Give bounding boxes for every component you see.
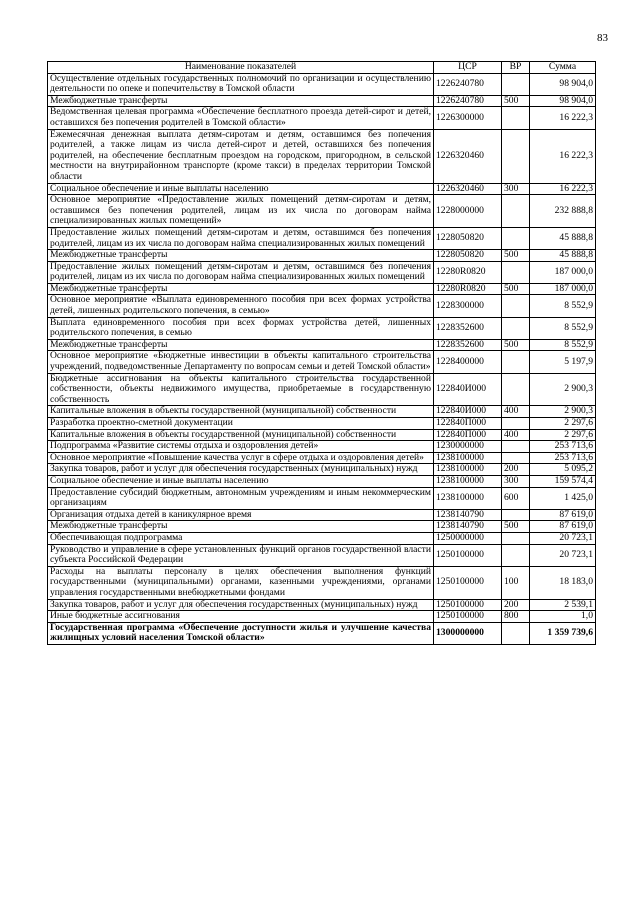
row-vr: 600 <box>502 487 530 509</box>
row-sum: 2 539,1 <box>530 599 596 611</box>
row-code: 1238140790 <box>434 509 502 521</box>
row-name: Предоставление жилых помещений детям-сиротам и детям, оставшимся без попечения родителей, лицам из их числа по договорам найма специализированных жилых помещений <box>48 261 434 283</box>
row-sum: 18 183,0 <box>530 566 596 599</box>
row-sum: 98 904,0 <box>530 73 596 95</box>
table-row <box>48 429 596 441</box>
table-row <box>48 452 596 464</box>
table-row <box>48 373 596 406</box>
row-vr <box>502 295 530 317</box>
row-sum: 8 552,9 <box>530 317 596 339</box>
row-vr <box>502 227 530 249</box>
row-sum: 20 723,1 <box>530 544 596 566</box>
table-row <box>48 509 596 521</box>
row-name: Предоставление субсидий бюджетным, автономным учреждениям и иным некоммерческим организациям <box>48 487 434 509</box>
row-name: Обеспечивающая подпрограмма <box>48 532 434 544</box>
row-code: 1238100000 <box>434 464 502 476</box>
row-vr <box>502 544 530 566</box>
table-row <box>48 95 596 107</box>
table-row <box>48 566 596 599</box>
row-sum: 45 888,8 <box>530 250 596 262</box>
row-code: 1226300000 <box>434 107 502 129</box>
row-code: 1226240780 <box>434 95 502 107</box>
row-vr <box>502 351 530 373</box>
row-code: 122840П000 <box>434 429 502 441</box>
row-code: 1300000000 <box>434 622 502 644</box>
row-code: 1238140790 <box>434 521 502 533</box>
row-code: 1228050820 <box>434 250 502 262</box>
table-row <box>48 283 596 295</box>
row-sum: 16 222,3 <box>530 129 596 183</box>
row-vr: 500 <box>502 95 530 107</box>
row-code: 1228400000 <box>434 351 502 373</box>
row-sum: 2 297,6 <box>530 429 596 441</box>
row-sum: 187 000,0 <box>530 261 596 283</box>
row-sum: 2 297,6 <box>530 418 596 430</box>
table-row <box>48 73 596 95</box>
row-sum: 8 552,9 <box>530 339 596 351</box>
row-vr: 100 <box>502 566 530 599</box>
row-name: Разработка проектно-сметной документации <box>48 418 434 430</box>
row-sum: 98 904,0 <box>530 95 596 107</box>
table-row <box>48 521 596 533</box>
row-vr <box>502 373 530 406</box>
table-row <box>48 351 596 373</box>
row-name: Иные бюджетные ассигнования <box>48 611 434 623</box>
row-name: Капитальные вложения в объекты государственной (муниципальной) собственности <box>48 429 434 441</box>
row-sum: 8 552,9 <box>530 295 596 317</box>
row-vr <box>502 195 530 228</box>
row-sum: 45 888,8 <box>530 227 596 249</box>
row-name: Предоставление жилых помещений детям-сиротам и детям, оставшимся без попечения родителей, лицам из их числа по договорам найма специализированных жилых помещений <box>48 227 434 249</box>
table-row <box>48 599 596 611</box>
table-row <box>48 544 596 566</box>
column-header-sum: Сумма <box>530 62 596 74</box>
row-code: 1250100000 <box>434 544 502 566</box>
column-header-vr: ВР <box>502 62 530 74</box>
row-vr: 300 <box>502 183 530 195</box>
row-name: Осуществление отдельных государственных полномочий по организации и осуществлению деятельности по опеке и попечительству в Томской области <box>48 73 434 95</box>
row-vr: 500 <box>502 250 530 262</box>
row-name: Государственная программа «Обеспечение доступности жилья и улучшение качества жилищных условий населения Томской области» <box>48 622 434 644</box>
row-name: Социальное обеспечение и иные выплаты населению <box>48 183 434 195</box>
row-name: Межбюджетные трансферты <box>48 283 434 295</box>
table-header-row <box>48 62 596 74</box>
row-vr: 300 <box>502 475 530 487</box>
row-code: 122840П000 <box>434 418 502 430</box>
row-vr <box>502 261 530 283</box>
row-name: Основное мероприятие «Предоставление жилых помещений детям-сиротам и детям, оставшимся без попечения родителей, лицам из их числа по договорам найма специализированных жилых помещений» <box>48 195 434 228</box>
budget-table <box>47 61 596 645</box>
table-row <box>48 195 596 228</box>
row-sum: 187 000,0 <box>530 283 596 295</box>
table-row <box>48 406 596 418</box>
row-code: 1226240780 <box>434 73 502 95</box>
row-code: 1238100000 <box>434 452 502 464</box>
table-row <box>48 227 596 249</box>
row-code: 122840И000 <box>434 373 502 406</box>
row-code: 1238100000 <box>434 487 502 509</box>
row-name: Закупка товаров, работ и услуг для обеспечения государственных (муниципальных) нужд <box>48 599 434 611</box>
row-vr: 200 <box>502 599 530 611</box>
row-code: 1228050820 <box>434 227 502 249</box>
row-name: Бюджетные ассигнования на объекты капитального строительства государственной собственности, объекты недвижимого имущества, приобретаемые в государственную собственность <box>48 373 434 406</box>
table-body <box>48 73 596 644</box>
row-vr <box>502 129 530 183</box>
row-sum: 159 574,4 <box>530 475 596 487</box>
row-name: Руководство и управление в сфере установленных функций органов государственной власти субъекта Российской Федерации <box>48 544 434 566</box>
row-vr: 800 <box>502 611 530 623</box>
row-sum: 87 619,0 <box>530 509 596 521</box>
row-vr: 500 <box>502 339 530 351</box>
row-sum: 5 197,9 <box>530 351 596 373</box>
table-row <box>48 129 596 183</box>
table-row <box>48 475 596 487</box>
row-sum: 2 900,3 <box>530 406 596 418</box>
row-vr: 200 <box>502 464 530 476</box>
row-name: Межбюджетные трансферты <box>48 521 434 533</box>
row-vr <box>502 622 530 644</box>
row-vr: 400 <box>502 429 530 441</box>
row-sum: 5 095,2 <box>530 464 596 476</box>
column-header-code: ЦСР <box>434 62 502 74</box>
row-vr <box>502 441 530 453</box>
row-sum: 87 619,0 <box>530 521 596 533</box>
row-sum: 16 222,3 <box>530 107 596 129</box>
row-name: Межбюджетные трансферты <box>48 250 434 262</box>
table-row <box>48 441 596 453</box>
table-row <box>48 183 596 195</box>
row-name: Ежемесячная денежная выплата детям-сиротам и детям, оставшимся без попечения родителей, а также лицам из числа детей-сирот и детей, оставшихся без попечения родителей, на обеспечение бесплатным проездом на городском, пригородном, в сельской местности на внутрирайонном транспорте (кроме такси) в пределах территории Томской области <box>48 129 434 183</box>
table-row <box>48 532 596 544</box>
row-sum: 1,0 <box>530 611 596 623</box>
page-number: 83 <box>597 32 608 44</box>
row-sum: 253 713,6 <box>530 441 596 453</box>
row-vr <box>502 73 530 95</box>
row-code: 1228300000 <box>434 295 502 317</box>
table-row <box>48 611 596 623</box>
column-header-name: Наименование показателей <box>48 62 434 74</box>
row-vr: 500 <box>502 521 530 533</box>
row-name: Капитальные вложения в объекты государственной (муниципальной) собственности <box>48 406 434 418</box>
row-vr <box>502 532 530 544</box>
row-code: 1228352600 <box>434 317 502 339</box>
row-name: Межбюджетные трансферты <box>48 95 434 107</box>
row-name: Подпрограмма «Развитие системы отдыха и оздоровления детей» <box>48 441 434 453</box>
table-row <box>48 418 596 430</box>
row-sum: 16 222,3 <box>530 183 596 195</box>
table-row <box>48 339 596 351</box>
row-code: 12280R0820 <box>434 283 502 295</box>
table-row <box>48 107 596 129</box>
table-row <box>48 261 596 283</box>
table-row <box>48 295 596 317</box>
row-code: 1250100000 <box>434 599 502 611</box>
row-name: Основное мероприятие «Выплата единовременного пособия при всех формах устройства детей, лишенных родительского попечения, в семью» <box>48 295 434 317</box>
row-name: Закупка товаров, работ и услуг для обеспечения государственных (муниципальных) нужд <box>48 464 434 476</box>
row-code: 1226320460 <box>434 129 502 183</box>
table-row <box>48 464 596 476</box>
row-code: 12280R0820 <box>434 261 502 283</box>
table-row <box>48 487 596 509</box>
row-code: 1250000000 <box>434 532 502 544</box>
row-code: 1250100000 <box>434 566 502 599</box>
row-code: 1250100000 <box>434 611 502 623</box>
row-vr <box>502 418 530 430</box>
row-name: Межбюджетные трансферты <box>48 339 434 351</box>
row-sum: 253 713,6 <box>530 452 596 464</box>
table-row <box>48 250 596 262</box>
row-sum: 20 723,1 <box>530 532 596 544</box>
row-sum: 1 425,0 <box>530 487 596 509</box>
row-code: 1228352600 <box>434 339 502 351</box>
row-name: Расходы на выплаты персоналу в целях обеспечения выполнения функций государственными (муниципальными) органами, казенными учреждениями, органами управления государственными внебюджетными фондами <box>48 566 434 599</box>
row-vr <box>502 107 530 129</box>
row-sum: 2 900,3 <box>530 373 596 406</box>
row-sum: 232 888,8 <box>530 195 596 228</box>
table-row <box>48 317 596 339</box>
row-code: 1230000000 <box>434 441 502 453</box>
row-name: Социальное обеспечение и иные выплаты населению <box>48 475 434 487</box>
row-vr: 500 <box>502 283 530 295</box>
row-name: Организация отдыха детей в каникулярное время <box>48 509 434 521</box>
row-sum: 1 359 739,6 <box>530 622 596 644</box>
row-code: 1226320460 <box>434 183 502 195</box>
row-code: 1238100000 <box>434 475 502 487</box>
row-code: 1228000000 <box>434 195 502 228</box>
row-name: Ведомственная целевая программа «Обеспечение бесплатного проезда детей-сирот и детей, оставшихся без попечения родителей в Томской области» <box>48 107 434 129</box>
row-vr: 400 <box>502 406 530 418</box>
row-vr <box>502 317 530 339</box>
row-name: Основное мероприятие «Повышение качества услуг в сфере отдыха и оздоровления детей» <box>48 452 434 464</box>
table-row <box>48 622 596 644</box>
row-name: Выплата единовременного пособия при всех формах устройства детей, лишенных родительского попечения, в семью <box>48 317 434 339</box>
row-code: 122840И000 <box>434 406 502 418</box>
row-vr <box>502 509 530 521</box>
row-name: Основное мероприятие «Бюджетные инвестиции в объекты капитального строительства учреждений, подведомственные Департаменту по вопросам семьи и детей Томской области» <box>48 351 434 373</box>
row-vr <box>502 452 530 464</box>
